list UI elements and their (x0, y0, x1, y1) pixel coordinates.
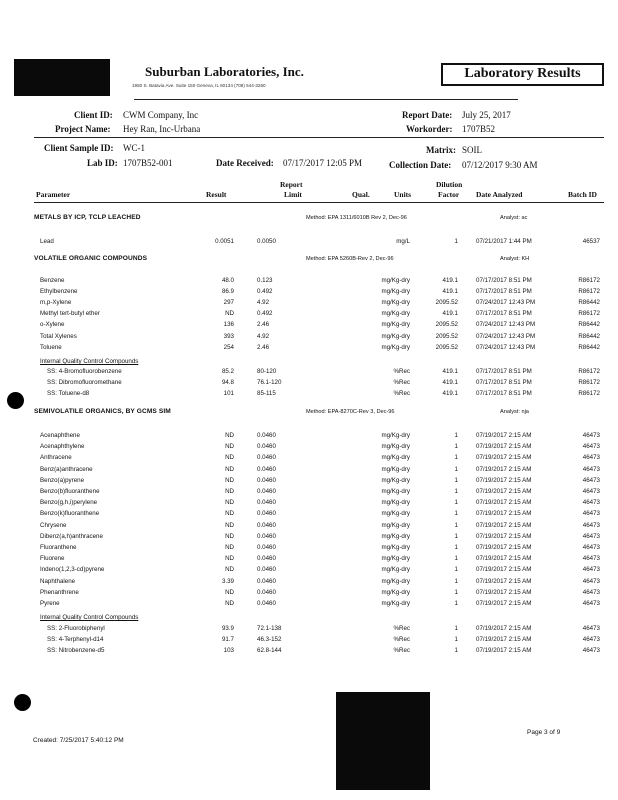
method-voc: Method: EPA 5260B-Rev 2, Dec-96 (306, 256, 394, 262)
col-header-qual: Qual. (352, 190, 370, 199)
cell-limit: 0.0460 (257, 499, 276, 507)
cell-batch-id: 46473 (582, 510, 600, 518)
cell-limit: 0.492 (257, 310, 273, 318)
cell-parameter: Ethylbenzene (40, 288, 78, 296)
lab-address: 1950 S. Batavia Ave. Suite 150 Geneva, IL 60134 (708) 544-3260 (132, 83, 266, 88)
cell-limit: 0.0050 (257, 238, 276, 245)
cell-date-analyzed: 07/19/2017 2:15 AM (476, 510, 532, 518)
client-divider (34, 137, 604, 138)
cell-parameter: Fluoranthene (40, 544, 77, 551)
cell-dilution-factor: 1 (454, 499, 458, 507)
cell-limit: 0.0460 (257, 476, 276, 484)
cell-units: mg/Kg-dry (381, 555, 410, 563)
client-id-label: Client ID: (74, 110, 113, 120)
cell-units: mg/L (396, 238, 410, 245)
cell-date-analyzed: 07/19/2017 2:15 AM (476, 532, 532, 540)
cell-date-analyzed: 07/17/2017 8:51 PM (476, 288, 532, 296)
cell-units: mg/Kg-dry (381, 343, 410, 351)
table-row (0, 390, 618, 400)
cell-limit: 4.92 (257, 332, 270, 340)
cell-units: mg/Kg-dry (381, 454, 410, 462)
table-row (0, 454, 618, 464)
cell-date-analyzed: 07/19/2017 2:15 AM (476, 600, 532, 607)
cell-batch-id: R86442 (578, 332, 600, 340)
col-header-limit-top: Report (280, 180, 303, 189)
cell-parameter: Acenaphthene (40, 432, 80, 439)
cell-parameter: Benzo(a)pyrene (40, 476, 85, 484)
sample-id-value: WC-1 (123, 143, 145, 153)
cell-units: mg/Kg-dry (381, 321, 410, 329)
section-title-voc: VOLATILE ORGANIC COMPOUNDS (34, 255, 148, 262)
cell-limit: 0.123 (257, 277, 273, 284)
cell-units: %Rec (393, 636, 410, 644)
section-title-svoc: SEMIVOLATILE ORGANICS, BY GCMS SIM (34, 408, 171, 415)
cell-result: 297 (223, 299, 234, 307)
cell-date-analyzed: 07/19/2017 2:15 AM (476, 647, 532, 655)
table-row (0, 443, 618, 453)
cell-date-analyzed: 07/24/2017 12:43 PM (476, 332, 536, 340)
cell-dilution-factor: 419.1 (442, 310, 458, 318)
section-title-metals: METALS BY ICP, TCLP LEACHED (34, 214, 141, 221)
cell-batch-id: 46537 (582, 238, 600, 245)
cell-batch-id: 46473 (582, 544, 600, 551)
cell-parameter: Fluorene (40, 555, 65, 563)
cell-batch-id: 46473 (582, 577, 600, 585)
cell-batch-id: R86172 (578, 310, 600, 318)
cell-batch-id: 46473 (582, 532, 600, 540)
cell-result: ND (225, 488, 234, 495)
cell-parameter: Dibenz(a,h)anthracene (40, 532, 103, 540)
cell-units: mg/Kg-dry (381, 532, 410, 540)
cell-date-analyzed: 07/24/2017 12:43 PM (476, 299, 536, 307)
workorder-label: Workorder: (406, 124, 453, 134)
cell-date-analyzed: 07/17/2017 8:51 PM (476, 310, 532, 318)
cell-dilution-factor: 1 (454, 432, 458, 439)
col-header-units: Units (394, 190, 412, 199)
table-row (0, 299, 618, 309)
cell-result: 0.0051 (215, 238, 234, 245)
redacted-signature (336, 692, 430, 790)
cell-dilution-factor: 1 (454, 636, 458, 644)
cell-batch-id: 46473 (582, 432, 600, 439)
cell-limit: 76.1-120 (257, 379, 282, 387)
cell-units: mg/Kg-dry (381, 600, 410, 607)
cell-parameter: SS: Dibromofluoromethane (47, 379, 122, 387)
cell-batch-id: 46473 (582, 600, 600, 607)
table-row (0, 333, 618, 343)
cell-units: mg/Kg-dry (381, 310, 410, 318)
cell-dilution-factor: 1 (454, 488, 458, 495)
cell-dilution-factor: 419.1 (442, 288, 458, 296)
cell-date-analyzed: 07/19/2017 2:15 AM (476, 625, 532, 632)
cell-dilution-factor: 419.1 (442, 390, 458, 398)
table-row (0, 288, 618, 298)
table-row (0, 555, 618, 565)
method-svoc: Method: EPA-8270C-Rev 3, Dec-96 (306, 409, 395, 415)
cell-result: 85.2 (221, 368, 234, 375)
cell-units: mg/Kg-dry (381, 332, 410, 340)
cell-date-analyzed: 07/19/2017 2:15 AM (476, 577, 532, 585)
cell-parameter: Benzene (40, 277, 65, 284)
cell-parameter: Naphthalene (40, 577, 76, 585)
col-header-batch: Batch ID (568, 190, 597, 199)
cell-result: ND (225, 521, 234, 529)
cell-units: mg/Kg-dry (381, 566, 410, 574)
cell-result: ND (225, 310, 234, 318)
cell-dilution-factor: 1 (454, 577, 458, 585)
cell-parameter: SS: 4-Terphenyl-d14 (47, 636, 104, 644)
cell-result: ND (225, 499, 234, 507)
table-row (0, 566, 618, 576)
lab-id-label: Lab ID: (87, 158, 118, 168)
table-row (0, 499, 618, 509)
cell-units: mg/Kg-dry (381, 510, 410, 518)
cell-date-analyzed: 07/17/2017 8:51 PM (476, 379, 532, 387)
cell-date-analyzed: 07/19/2017 2:15 AM (476, 432, 532, 439)
method-metals: Method: EPA 1311/6010B Rev 2, Dec-96 (306, 215, 407, 221)
project-label: Project Name: (55, 124, 111, 134)
cell-limit: 0.0460 (257, 555, 276, 563)
cell-units: mg/Kg-dry (381, 288, 410, 296)
table-row (0, 522, 618, 532)
cell-units: mg/Kg-dry (381, 521, 410, 529)
cell-units: %Rec (393, 390, 410, 398)
cell-limit: 0.0460 (257, 488, 276, 495)
report-title: Laboratory Results (464, 66, 581, 81)
cell-parameter: Toluene (40, 343, 62, 351)
cell-units: mg/Kg-dry (381, 432, 410, 439)
cell-date-analyzed: 07/19/2017 2:15 AM (476, 588, 532, 596)
cell-parameter: Benz(a)anthracene (40, 465, 93, 473)
cell-dilution-factor: 1 (454, 555, 458, 563)
cell-units: mg/Kg-dry (381, 577, 410, 585)
header-divider (34, 202, 604, 203)
cell-result: ND (225, 555, 234, 563)
lab-id-value: 1707B52-001 (123, 158, 173, 168)
cell-result: ND (225, 454, 234, 462)
cell-parameter: Anthracene (40, 454, 72, 462)
cell-units: mg/Kg-dry (381, 443, 410, 451)
cell-units: mg/Kg-dry (381, 476, 410, 484)
cell-result: 48.0 (221, 277, 234, 284)
cell-date-analyzed: 07/19/2017 2:15 AM (476, 521, 532, 529)
sample-id-label: Client Sample ID: (44, 143, 114, 153)
cell-date-analyzed: 07/19/2017 2:15 AM (476, 488, 532, 495)
col-header-dilution-top: Dilution (436, 180, 463, 189)
col-header-parameter: Parameter (36, 190, 71, 199)
cell-date-analyzed: 07/19/2017 2:15 AM (476, 443, 532, 451)
cell-limit: 0.0460 (257, 510, 276, 518)
cell-result: 254 (223, 343, 234, 351)
letterhead-divider (134, 99, 518, 100)
cell-batch-id: 46473 (582, 521, 600, 529)
cell-limit: 0.492 (257, 288, 273, 296)
cell-date-analyzed: 07/19/2017 2:15 AM (476, 555, 532, 563)
cell-batch-id: R86172 (578, 390, 600, 398)
cell-date-analyzed: 07/19/2017 2:15 AM (476, 454, 532, 462)
hole-punch-top (7, 392, 24, 409)
workorder-value: 1707B52 (462, 124, 496, 134)
cell-limit: 72.1-138 (257, 625, 282, 632)
table-row (0, 310, 618, 320)
table-row (0, 647, 618, 657)
analyst-metals: Analyst: ac (500, 215, 528, 221)
footer-page: Page 3 of 9 (527, 729, 561, 736)
cell-dilution-factor: 1 (454, 476, 458, 484)
cell-parameter: m,p-Xylene (40, 299, 72, 307)
lab-name: Suburban Laboratories, Inc. (145, 64, 304, 79)
cell-dilution-factor: 2095.52 (435, 332, 458, 340)
cell-parameter: Chrysene (40, 521, 67, 529)
cell-batch-id: 46473 (582, 488, 600, 495)
table-row (0, 533, 618, 543)
cell-batch-id: 46473 (582, 454, 600, 462)
cell-date-analyzed: 07/19/2017 2:15 AM (476, 476, 532, 484)
col-header-result: Result (206, 190, 227, 199)
table-row (0, 277, 618, 287)
cell-result: ND (225, 443, 234, 451)
redacted-logo (14, 59, 110, 96)
table-row (0, 379, 618, 389)
cell-result: ND (225, 532, 234, 540)
cell-limit: 0.0460 (257, 432, 276, 439)
cell-dilution-factor: 419.1 (442, 368, 458, 375)
table-row (0, 636, 618, 646)
cell-parameter: SS: 4-Bromofluorobenzene (47, 368, 122, 375)
cell-result: ND (225, 465, 234, 473)
cell-parameter: Benzo(b)fluoranthene (40, 488, 100, 495)
cell-units: %Rec (393, 647, 410, 655)
cell-result: 101 (223, 390, 234, 398)
table-row (0, 625, 618, 635)
cell-result: 91.7 (221, 636, 234, 644)
cell-parameter: Benzo(k)fluoranthene (40, 510, 100, 518)
client-id-value: CWM Company, Inc (123, 110, 199, 120)
cell-date-analyzed: 07/19/2017 2:15 AM (476, 465, 532, 473)
cell-parameter: Pyrene (40, 600, 60, 607)
cell-units: mg/Kg-dry (381, 299, 410, 307)
cell-limit: 0.0460 (257, 532, 276, 540)
cell-dilution-factor: 2095.52 (435, 321, 458, 329)
cell-dilution-factor: 2095.52 (435, 343, 458, 351)
cell-limit: 4.92 (257, 299, 270, 307)
cell-parameter: SS: Nitrobenzene-d5 (47, 647, 105, 655)
cell-date-analyzed: 07/17/2017 8:51 PM (476, 277, 532, 284)
table-row (0, 600, 618, 610)
cell-batch-id: 46473 (582, 636, 600, 644)
col-header-date: Date Analyzed (476, 190, 523, 199)
cell-batch-id: R86172 (578, 277, 600, 284)
cell-batch-id: R86442 (578, 343, 600, 351)
cell-result: ND (225, 588, 234, 596)
cell-parameter: Total Xylenes (40, 332, 77, 340)
cell-units: %Rec (393, 379, 410, 387)
cell-batch-id: R86442 (578, 299, 600, 307)
cell-units: mg/Kg-dry (381, 277, 410, 284)
date-received-value: 07/17/2017 12:05 PM (283, 158, 363, 168)
footer-created: Created: 7/25/2017 5:40:12 PM (33, 737, 124, 744)
cell-dilution-factor: 419.1 (442, 277, 458, 284)
cell-parameter: SS: 2-Fluorobiphenyl (47, 625, 105, 632)
cell-dilution-factor: 2095.52 (435, 299, 458, 307)
iqc-label-voc: Internal Quality Control Compounds (40, 358, 139, 365)
analyst-svoc: Analyst: nja (500, 409, 529, 415)
cell-batch-id: 46473 (582, 476, 600, 484)
cell-dilution-factor: 1 (454, 566, 458, 574)
cell-date-analyzed: 07/24/2017 12:43 PM (476, 343, 536, 351)
cell-dilution-factor: 1 (454, 443, 458, 451)
cell-dilution-factor: 1 (454, 600, 458, 607)
cell-result: ND (225, 544, 234, 551)
cell-dilution-factor: 1 (454, 510, 458, 518)
cell-date-analyzed: 07/19/2017 2:15 AM (476, 499, 532, 507)
report-date-label: Report Date: (402, 110, 453, 120)
project-value: Hey Ran, Inc-Urbana (123, 124, 201, 134)
table-row (0, 578, 618, 588)
table-row (0, 544, 618, 554)
cell-units: mg/Kg-dry (381, 544, 410, 551)
cell-dilution-factor: 1 (454, 454, 458, 462)
cell-limit: 0.0460 (257, 544, 276, 551)
cell-result: ND (225, 600, 234, 607)
table-row (0, 368, 618, 378)
table-row (0, 510, 618, 520)
cell-parameter: Methyl tert-butyl ether (40, 310, 100, 318)
cell-limit: 46.3-152 (257, 636, 282, 644)
cell-date-analyzed: 07/19/2017 2:15 AM (476, 566, 532, 574)
iqc-label-svoc: Internal Quality Control Compounds (40, 614, 139, 621)
table-row (0, 477, 618, 487)
cell-dilution-factor: 1 (454, 465, 458, 473)
cell-parameter: Phenanthrene (40, 588, 79, 596)
cell-batch-id: 46473 (582, 566, 600, 574)
cell-limit: 0.0460 (257, 521, 276, 529)
cell-batch-id: R86172 (578, 368, 600, 375)
cell-result: ND (225, 566, 234, 574)
analyst-voc: Analyst: KH (500, 256, 530, 262)
cell-limit: 2.46 (257, 343, 270, 351)
cell-result: 103 (223, 647, 234, 655)
cell-units: mg/Kg-dry (381, 465, 410, 473)
cell-limit: 0.0460 (257, 588, 276, 596)
cell-parameter: Benzo(g,h,i)perylene (40, 499, 98, 507)
cell-result: 136 (223, 321, 234, 329)
cell-limit: 0.0460 (257, 465, 276, 473)
cell-result: ND (225, 432, 234, 439)
col-header-limit-bottom: Limit (284, 190, 302, 199)
hole-punch-bottom (14, 694, 31, 711)
cell-limit: 0.0460 (257, 577, 276, 585)
cell-limit: 2.46 (257, 321, 270, 329)
cell-date-analyzed: 07/24/2017 12:43 PM (476, 321, 536, 329)
cell-batch-id: R86172 (578, 379, 600, 387)
cell-date-analyzed: 07/17/2017 8:51 PM (476, 390, 532, 398)
cell-date-analyzed: 07/19/2017 2:15 AM (476, 544, 532, 551)
cell-result: 86.9 (221, 288, 234, 296)
table-row (0, 488, 618, 498)
matrix-label: Matrix: (426, 145, 456, 155)
cell-result: ND (225, 510, 234, 518)
cell-dilution-factor: 1 (454, 238, 458, 245)
cell-limit: 0.0460 (257, 566, 276, 574)
table-row (0, 589, 618, 599)
cell-limit: 0.0460 (257, 600, 276, 607)
table-row (0, 344, 618, 354)
cell-limit: 0.0460 (257, 443, 276, 451)
cell-limit: 80-120 (257, 368, 277, 375)
cell-date-analyzed: 07/17/2017 8:51 PM (476, 368, 532, 375)
table-row (0, 321, 618, 331)
cell-parameter: o-Xylene (40, 321, 65, 329)
cell-dilution-factor: 1 (454, 521, 458, 529)
cell-date-analyzed: 07/19/2017 2:15 AM (476, 636, 532, 644)
cell-units: mg/Kg-dry (381, 499, 410, 507)
cell-dilution-factor: 1 (454, 625, 458, 632)
cell-parameter: SS: Toluene-d8 (47, 390, 90, 398)
cell-units: mg/Kg-dry (381, 588, 410, 596)
cell-dilution-factor: 419.1 (442, 379, 458, 387)
table-row (0, 432, 618, 442)
cell-dilution-factor: 1 (454, 544, 458, 551)
cell-dilution-factor: 1 (454, 588, 458, 596)
cell-parameter: Indeno(1,2,3-cd)pyrene (40, 566, 105, 574)
cell-units: %Rec (393, 368, 410, 375)
cell-batch-id: 46473 (582, 625, 600, 632)
date-received-label: Date Received: (216, 158, 274, 168)
cell-batch-id: 46473 (582, 555, 600, 563)
col-header-dilution-bottom: Factor (438, 190, 460, 199)
cell-limit: 85-115 (257, 390, 276, 398)
cell-result: ND (225, 476, 234, 484)
cell-units: %Rec (393, 625, 410, 632)
cell-batch-id: 46473 (582, 499, 600, 507)
cell-batch-id: 46473 (582, 588, 600, 596)
cell-parameter: Lead (40, 238, 54, 245)
report-date-value: July 25, 2017 (462, 110, 511, 120)
cell-batch-id: R86172 (578, 288, 600, 296)
cell-result: 393 (223, 332, 234, 340)
cell-result: 94.8 (221, 379, 234, 387)
collection-date-label: Collection Date: (389, 160, 452, 170)
cell-parameter: Acenaphthylene (40, 443, 85, 451)
cell-result: 93.9 (221, 625, 234, 632)
table-row (0, 238, 618, 248)
table-row (0, 466, 618, 476)
cell-limit: 62.8-144 (257, 647, 282, 655)
cell-batch-id: 46473 (582, 647, 600, 655)
cell-units: mg/Kg-dry (381, 488, 410, 495)
cell-dilution-factor: 1 (454, 532, 458, 540)
cell-batch-id: 46473 (582, 443, 600, 451)
matrix-value: SOIL (462, 145, 482, 155)
cell-limit: 0.0460 (257, 454, 276, 462)
cell-dilution-factor: 1 (454, 647, 458, 655)
cell-batch-id: 46473 (582, 465, 600, 473)
collection-date-value: 07/12/2017 9:30 AM (462, 160, 538, 170)
cell-result: 3.39 (221, 577, 234, 585)
cell-batch-id: R86442 (578, 321, 600, 329)
cell-date-analyzed: 07/21/2017 1:44 PM (476, 238, 532, 245)
